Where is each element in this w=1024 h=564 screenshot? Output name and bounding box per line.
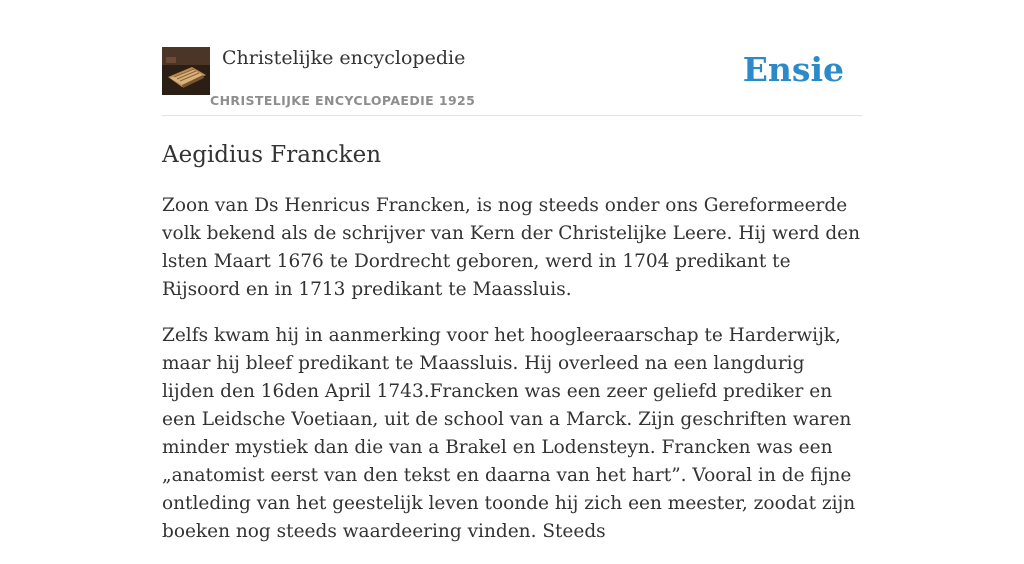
book-title[interactable]: Christelijke encyclopedie <box>222 47 466 69</box>
book-cover-icon[interactable] <box>162 47 210 95</box>
paragraph: Zoon van Ds Henricus Francken, is nog steeds onder ons Gereformeerde volk bekend als de schrijver van Kern der Christelijke Leere. Hij werd den lsten Maart 1676 te Dordrecht geboren, werd in 1704 predikant te Rijsoord en in 1713 predikant te Maassluis. <box>162 195 861 300</box>
header <box>162 0 862 116</box>
page-title: Aegidius Francken <box>162 142 382 168</box>
page <box>162 0 862 542</box>
paragraph: Zelfs kwam hij in aanmerking voor het hoogleeraarschap te Harderwijk, maar hij bleef predikant te Maassluis. Hij overleed na een langdurig lijden den 16den April 1743.Francken was een zeer geliefd prediker en een Leidsche Voetiaan, uit de school van a Marck. Zijn geschriften waren minder mystiek dan die van a Brakel en Lodensteyn. Francken was een „anatomist eerst van den tekst en daarna van het hart”. Vooral in de fijne ontleding van het geestelijk leven toonde hij zich een meester, zoodat zijn boeken nog steeds waardeering vinden. Steeds <box>162 325 856 542</box>
brand-logo[interactable]: Ensie <box>742 50 844 89</box>
book-subtitle: CHRISTELIJKE ENCYCLOPAEDIE 1925 <box>210 93 476 108</box>
entry-body <box>162 192 862 564</box>
book-cover-image <box>162 47 210 95</box>
